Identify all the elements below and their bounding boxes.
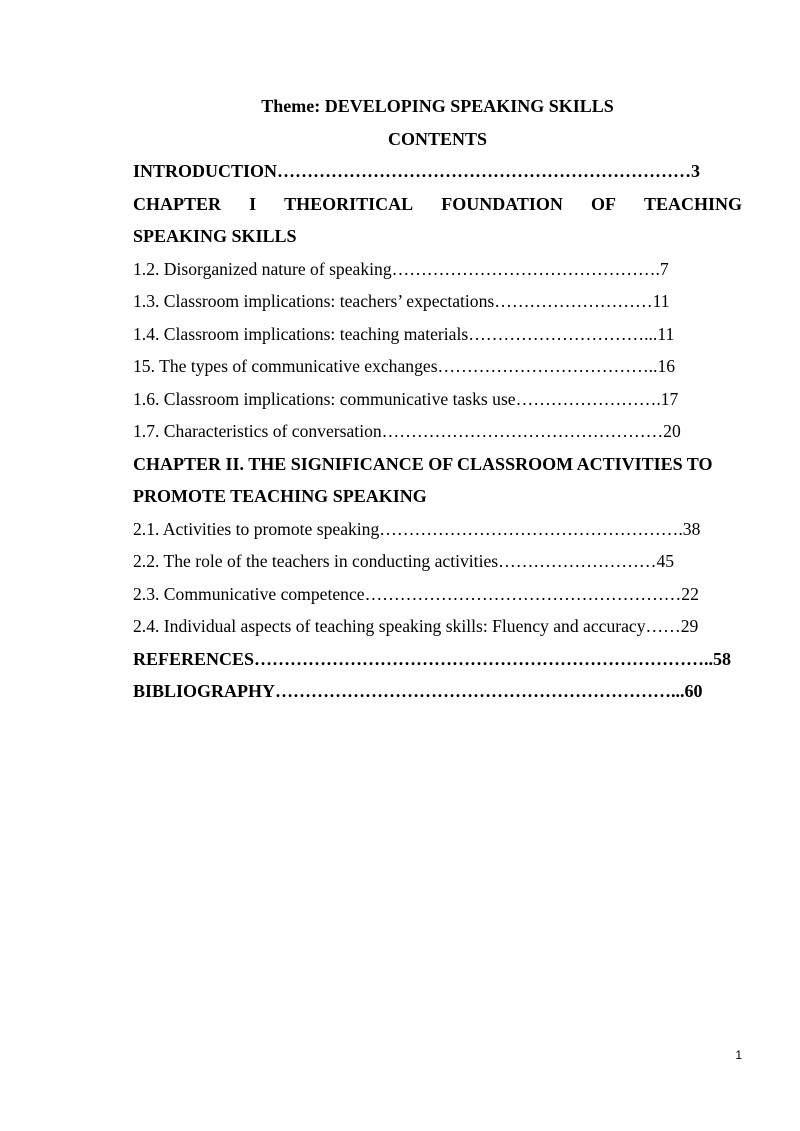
toc-heading-word: OF bbox=[590, 193, 616, 214]
toc-entry-1-5: 15. The types of communicative exchanges………………………………..16 bbox=[133, 356, 676, 376]
toc-entry-1-4: 1.4. Classroom implications: teaching materials…………………………...11 bbox=[133, 323, 675, 344]
toc-entry-chapter-1-continuation: SPEAKING SKILLS bbox=[133, 226, 297, 246]
toc-entry-2-4: 2.4. Individual aspects of teaching speaking skills: Fluency and accuracy……29 bbox=[133, 616, 699, 636]
toc-entry-2-2: 2.2. The role of the teachers in conducting activities………………………45 bbox=[133, 551, 675, 571]
toc-entry-bibliography: BIBLIOGRAPHY…………………………………………………………...60 bbox=[133, 681, 703, 701]
toc-entry-chapter-2-heading: CHAPTER II. THE SIGNIFICANCE OF CLASSROOM ACTIVITIES TO bbox=[133, 453, 713, 474]
toc-entry-chapter-2-continuation: PROMOTE TEACHING SPEAKING bbox=[133, 486, 427, 506]
theme-title: Theme: DEVELOPING SPEAKING SKILLS bbox=[261, 96, 614, 116]
toc-heading-word: I bbox=[249, 193, 257, 214]
toc-heading-word: CHAPTER bbox=[133, 193, 222, 214]
toc-entry-introduction: INTRODUCTION……………………………………………………………3 bbox=[133, 161, 701, 181]
toc-entry-1-6: 1.6. Classroom implications: communicative tasks use…………………….17 bbox=[133, 388, 679, 409]
toc-entry-1-2: 1.2. Disorganized nature of speaking……………………………………….7 bbox=[133, 258, 669, 279]
toc-heading-word: TEACHING bbox=[643, 193, 742, 214]
contents-heading: CONTENTS bbox=[387, 129, 488, 149]
toc-entry-1-3: 1.3. Classroom implications: teachers’ expectations………………………11 bbox=[133, 291, 670, 311]
page-number: 1 bbox=[735, 1048, 742, 1062]
toc-entry-chapter-1-heading bbox=[133, 192, 742, 225]
toc-heading-word: FOUNDATION bbox=[441, 193, 563, 214]
toc-entry-2-1: 2.1. Activities to promote speaking…………………………………………….38 bbox=[133, 518, 701, 539]
toc-entry-references: REFERENCES…………………………………………………………………..58 bbox=[133, 648, 732, 669]
toc-entry-1-7: 1.7. Characteristics of conversation…………………………………………20 bbox=[133, 421, 681, 441]
toc-heading-word: THEORITICAL bbox=[284, 193, 414, 214]
toc-entry-2-3: 2.3. Communicative competence………………………………………………22 bbox=[133, 583, 699, 604]
table-of-contents bbox=[133, 159, 753, 712]
